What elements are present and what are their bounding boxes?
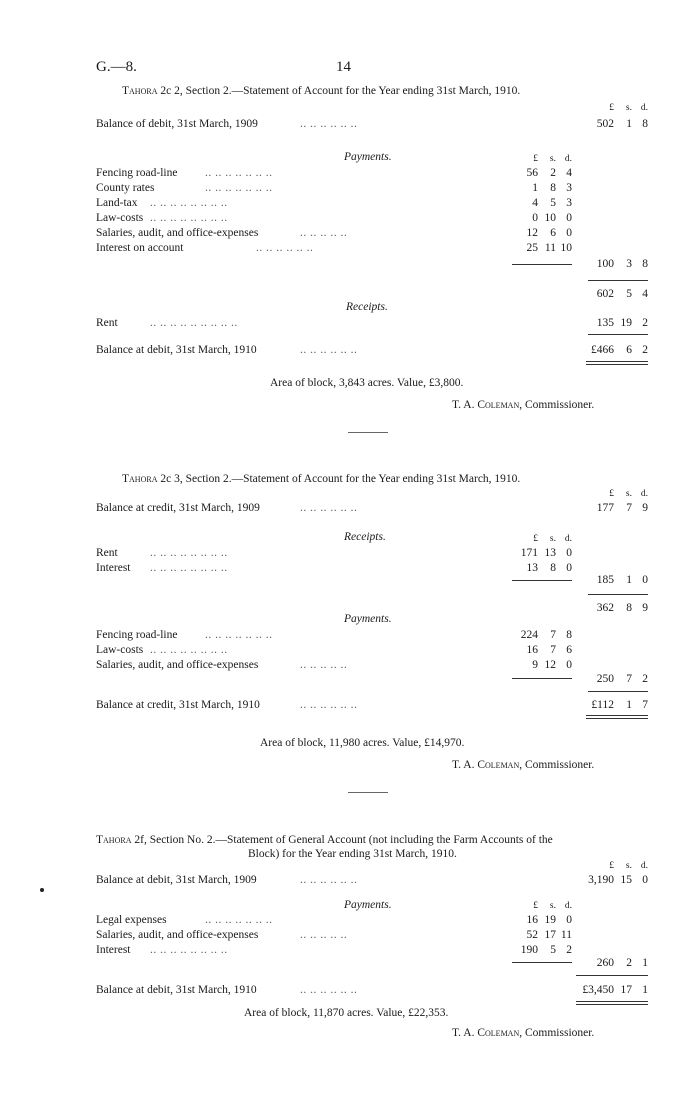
leader-dots: .. .. .. .. .. <box>300 659 348 671</box>
section2-payments-total: 250 7 2 <box>596 673 648 685</box>
section2-receipt-amount: 13 8 0 <box>526 562 572 574</box>
rule <box>512 962 572 963</box>
section2-receipts-units: £ s. d. <box>533 534 572 544</box>
page-reference: G.—8. <box>96 59 137 75</box>
section1-payment-amount: 4 5 3 <box>532 197 572 209</box>
section3-units: £ s. d. <box>609 861 648 871</box>
leader-dots: .. .. .. .. .. <box>300 227 348 239</box>
double-rule <box>586 364 648 365</box>
section3-closing-amount: £3,450 17 1 <box>582 984 648 996</box>
section3-signature: T. A. Coleman, Commissioner. <box>452 1027 595 1039</box>
section1-receipt-amount: 135 19 2 <box>596 317 648 329</box>
leader-dots: .. .. .. .. .. <box>300 929 348 941</box>
section3-payment-amount: 190 5 2 <box>520 944 572 956</box>
section1-payments-header: Payments. <box>344 151 392 163</box>
section3-payment-label: Salaries, audit, and office-expenses <box>96 929 259 941</box>
section3-payment-amount: 16 19 0 <box>526 914 572 926</box>
leader-dots: .. .. .. .. .. .. .. .. .. <box>150 317 238 329</box>
section2-payment-amount: 224 7 8 <box>520 629 572 641</box>
section2-receipts-header: Receipts. <box>344 531 386 543</box>
section1-payment-label: Land-tax <box>96 197 138 209</box>
leader-dots: .. .. .. .. .. .. .. .. <box>150 562 228 574</box>
section2-title: Tahora 2c 3, Section 2.—Statement of Account for the Year ending 31st March, 1910. <box>122 473 521 485</box>
stray-mark <box>40 888 44 892</box>
section1-payment-label: County rates <box>96 182 155 194</box>
leader-dots: .. .. .. .. .. .. .. <box>205 629 273 641</box>
section2-receipt-label: Rent <box>96 547 118 559</box>
leader-dots: .. .. .. .. .. .. <box>256 242 314 254</box>
section2-subtotal: 362 8 9 <box>596 602 648 614</box>
section2-area-value: Area of block, 11,980 acres. Value, £14,970. <box>260 737 465 749</box>
section3-payments-header: Payments. <box>344 899 392 911</box>
section2-payment-amount: 9 12 0 <box>532 659 572 671</box>
section2-units: £ s. d. <box>609 489 648 499</box>
section1-title: Tahora 2c 2, Section 2.—Statement of Account for the Year ending 31st March, 1910. <box>122 85 521 97</box>
leader-dots: .. .. .. .. .. .. <box>300 118 358 130</box>
section3-closing-label: Balance at debit, 31st March, 1910 <box>96 984 257 996</box>
section3-title-line2: Block) for the Year ending 31st March, 1910. <box>248 848 457 860</box>
rule <box>588 334 648 335</box>
section1-receipt-label: Rent <box>96 317 118 329</box>
rule <box>588 691 648 692</box>
leader-dots: .. .. .. .. .. .. .. .. <box>150 547 228 559</box>
rule <box>512 580 572 581</box>
leader-dots: .. .. .. .. .. .. <box>300 502 358 514</box>
section1-payment-label: Law-costs <box>96 212 144 224</box>
section3-opening-amount: 3,190 15 0 <box>588 874 648 886</box>
section1-receipts-header: Receipts. <box>346 301 388 313</box>
leader-dots: .. .. .. .. .. .. .. <box>205 914 273 926</box>
section2-opening-amount: 177 7 9 <box>596 502 648 514</box>
leader-dots: .. .. .. .. .. .. <box>300 344 358 356</box>
section2-payment-amount: 16 7 6 <box>526 644 572 656</box>
section2-payment-label: Fencing road-line <box>96 629 178 641</box>
section1-area-value: Area of block, 3,843 acres. Value, £3,800. <box>270 377 464 389</box>
section-separator <box>348 792 388 793</box>
leader-dots: .. .. .. .. .. .. <box>300 984 358 996</box>
section2-payments-header: Payments. <box>344 613 392 625</box>
section1-units: £ s. d. <box>609 103 648 113</box>
section3-area-value: Area of block, 11,870 acres. Value, £22,353. <box>244 1007 449 1019</box>
section1-closing-label: Balance at debit, 31st March, 1910 <box>96 344 257 356</box>
section1-payment-amount: 12 6 0 <box>526 227 572 239</box>
section2-signature: T. A. Coleman, Commissioner. <box>452 759 595 771</box>
section2-receipt-label: Interest <box>96 562 131 574</box>
section1-signature: T. A. Coleman, Commissioner. <box>452 399 595 411</box>
rule <box>588 280 648 281</box>
section3-payment-amount: 52 17 11 <box>526 929 572 941</box>
section2-closing-amount: £112 1 7 <box>591 699 648 711</box>
rule <box>512 264 572 265</box>
leader-dots: .. .. .. .. .. .. .. .. <box>150 212 228 224</box>
section1-opening-label: Balance of debit, 31st March, 1909 <box>96 118 258 130</box>
leader-dots: .. .. .. .. .. .. .. .. <box>150 644 228 656</box>
double-rule <box>586 361 648 362</box>
section2-receipt-amount: 171 13 0 <box>520 547 572 559</box>
double-rule <box>586 715 648 716</box>
section1-payment-amount: 25 11 10 <box>526 242 572 254</box>
page-number: 14 <box>336 59 351 75</box>
section2-payment-label: Salaries, audit, and office-expenses <box>96 659 259 671</box>
section3-payment-label: Legal expenses <box>96 914 167 926</box>
section-separator <box>348 432 388 433</box>
double-rule <box>576 1004 648 1005</box>
section3-title-line1: Tahora 2f, Section No. 2.—Statement of General Account (not including the Farm Accounts of the <box>96 834 553 846</box>
double-rule <box>576 1001 648 1002</box>
section2-receipts-total: 185 1 0 <box>596 574 648 586</box>
rule <box>576 975 648 976</box>
leader-dots: .. .. .. .. .. .. .. .. <box>150 197 228 209</box>
section1-payment-label: Interest on account <box>96 242 184 254</box>
section3-payments-units: £ s. d. <box>533 901 572 911</box>
leader-dots: .. .. .. .. .. .. .. <box>205 167 273 179</box>
rule <box>512 678 572 679</box>
leader-dots: .. .. .. .. .. .. .. .. <box>150 944 228 956</box>
section3-payment-label: Interest <box>96 944 131 956</box>
section1-closing-amount: £466 6 2 <box>591 344 648 356</box>
section1-payment-amount: 0 10 0 <box>532 212 572 224</box>
section1-payments-units: £ s. d. <box>533 154 572 164</box>
section2-payment-label: Law-costs <box>96 644 144 656</box>
leader-dots: .. .. .. .. .. .. .. <box>205 182 273 194</box>
section3-opening-label: Balance at debit, 31st March, 1909 <box>96 874 257 886</box>
section3-payments-total: 260 2 1 <box>596 957 648 969</box>
rule <box>588 594 648 595</box>
section1-payment-label: Fencing road-line <box>96 167 178 179</box>
section1-payment-amount: 56 2 4 <box>526 167 572 179</box>
section1-opening-amount: 502 1 8 <box>596 118 648 130</box>
leader-dots: .. .. .. .. .. .. <box>300 874 358 886</box>
section1-payments-total: 100 3 8 <box>596 258 648 270</box>
leader-dots: .. .. .. .. .. .. <box>300 699 358 711</box>
section1-payment-label: Salaries, audit, and office-expenses <box>96 227 259 239</box>
section2-closing-label: Balance at credit, 31st March, 1910 <box>96 699 260 711</box>
double-rule <box>586 718 648 719</box>
section1-subtotal: 602 5 4 <box>596 288 648 300</box>
section2-opening-label: Balance at credit, 31st March, 1909 <box>96 502 260 514</box>
section1-payment-amount: 1 8 3 <box>532 182 572 194</box>
